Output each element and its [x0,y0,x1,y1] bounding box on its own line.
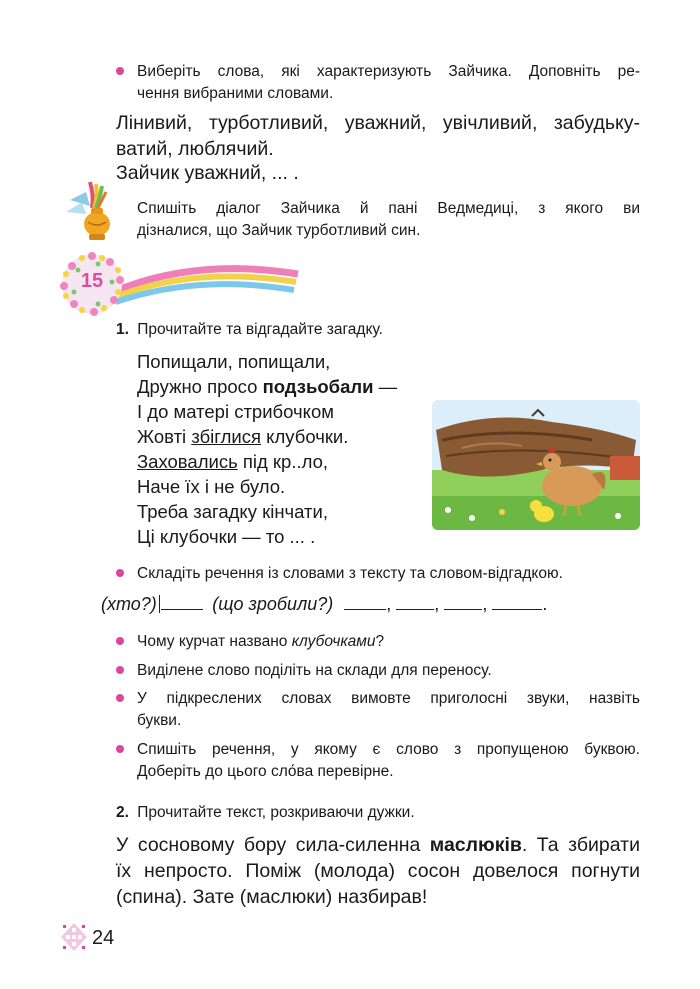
riddle-poem [137,349,397,549]
exercise-1-heading [116,319,383,341]
bullet-icon [116,637,124,645]
lesson-badge [58,252,308,316]
question-consonants: У підкреслених словах вимовте приголосні звуки, назвіть букви. [137,690,640,729]
poem-line: Ці клубочки — то ... . [137,526,316,547]
answer-blank[interactable] [396,595,434,610]
bullet-icon [116,569,124,577]
lesson-number: 15 [80,270,104,292]
bullet-icon [116,67,124,75]
question-syllables: Виділене слово поділіть на склади для переносу. [137,662,492,679]
question-why-chicks: Чому курчат названо клубочками? [137,633,385,650]
adjective-list: Лінивий, турботливий, уважний, увічливий, забудьку- ватий, люблячий. [116,112,640,160]
poem-line: Заховались під кр..ло, [137,451,329,472]
answer-blank[interactable] [161,595,203,610]
scheme-question-who: (хто?) [101,594,157,614]
poem-line: Треба загадку кінчати, [137,501,329,522]
sentence-stub: Зайчик уважний, ... . [116,162,299,184]
instruction-copy-dialog: Спишіть діалог Зайчика й пані Ведмедиці, з якого ви дізналися, що Зайчик турботливий син. [137,200,640,239]
answer-blank[interactable] [444,595,482,610]
highlighted-word: маслюків [429,834,522,856]
ornament-icon [60,922,88,952]
exercise-1-number: 1. [116,321,129,338]
poem-line: Попищали, попищали, [137,351,331,372]
page-number: 24 [92,927,115,949]
bullet-icon [116,745,124,753]
poem-line: Дружно просо подзьобали — [137,376,398,397]
question-copy-sentence: Спишіть речення, у якому є слово з пропущеною буквою. Доберіть до цього сло́ва перевірне. [137,741,640,780]
underlined-word: збіглися [191,426,262,447]
exercise-1-title: Прочитайте та відгадайте загадку. [137,321,383,338]
exercise-2-heading [116,802,415,824]
poem-line: Жовті збіглися клубочки. [137,426,349,447]
exercise-2-title: Прочитайте текст, розкриваючи дужки. [137,804,415,821]
poem-line: І до матері стрибочком [137,401,334,422]
highlighted-word: подзьобали [262,376,374,397]
sentence-scheme: (хто?) (що зробили?) , , , . [101,594,548,614]
scheme-question-what-did: (що зробили?) [212,594,334,614]
exercise-2-text: У сосновому бору сила-силенна маслюків. Та збирати їх непросто. Поміж (молода) сосон довелося погнути (спина). Зате (маслюки) назбирав! [116,834,640,908]
vase-flowers-icon [60,178,124,244]
instruction-compose-sentence: Складіть речення із словами з тексту та словом-відгадкою. [137,565,563,582]
answer-blank[interactable] [344,595,386,610]
instruction-choose-words: Виберіть слова, які характеризують Зайчика. Доповніть ре- чення вибраними словами. [137,63,640,102]
poem-line: Наче їх і не було. [137,476,286,497]
underlined-word: Заховались [137,451,238,472]
hen-chick-illustration [432,400,640,530]
bullet-icon [116,694,124,702]
answer-blank[interactable] [492,595,542,610]
exercise-2-number: 2. [116,804,129,821]
bullet-icon [116,666,124,674]
